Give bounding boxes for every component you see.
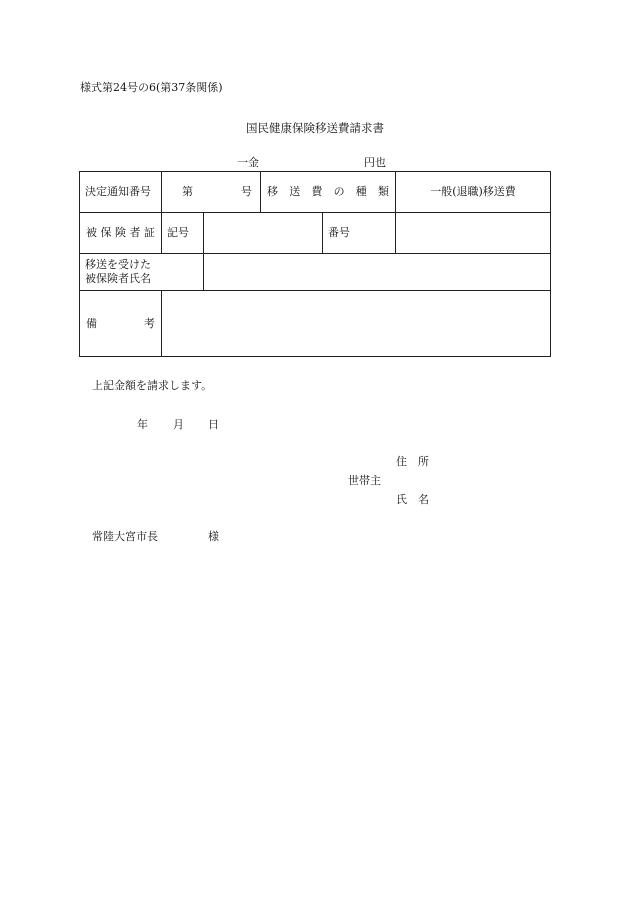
insured-name-label-line2: 被保険者氏名 xyxy=(85,272,151,285)
symbol-field[interactable] xyxy=(204,213,323,254)
decision-number-label: 決定通知番号 xyxy=(80,172,162,213)
type-label-char: 種 xyxy=(355,185,367,198)
card-number-label: 番号 xyxy=(323,213,396,254)
name-label: 氏 名 xyxy=(396,493,429,506)
type-label-char: 送 xyxy=(289,185,301,198)
table-row-insurance-card xyxy=(80,213,551,254)
number-suffix: 号 xyxy=(241,185,252,198)
amount-suffix: 円也 xyxy=(364,156,386,169)
symbol-label: 記号 xyxy=(162,213,204,254)
request-statement: 上記金額を請求します。 xyxy=(92,379,213,392)
remarks-field[interactable] xyxy=(162,291,551,357)
householder-label: 世帯主 xyxy=(348,474,381,487)
card-number-field[interactable] xyxy=(396,213,551,254)
date-day-label: 日 xyxy=(208,418,219,431)
remarks-label-char: 考 xyxy=(144,316,155,330)
addressee-honorific: 様 xyxy=(208,530,219,543)
decision-number-field[interactable] xyxy=(162,172,261,213)
table-row-insured-name xyxy=(80,254,551,291)
address-label: 住 所 xyxy=(396,455,429,468)
card-label-char: 者 xyxy=(129,226,141,239)
card-label-char: 保 xyxy=(100,226,112,239)
card-label-char: 被 xyxy=(86,226,97,239)
transport-type-value: 一般(退職)移送費 xyxy=(396,172,551,213)
form-title: 国民健康保険移送費請求書 xyxy=(246,121,384,135)
type-label-char: 移 xyxy=(267,185,278,198)
type-label-char: 費 xyxy=(311,185,323,198)
remarks-label xyxy=(80,291,162,357)
card-label-char: 険 xyxy=(115,226,126,239)
card-label-char: 証 xyxy=(144,226,155,239)
insurance-card-label xyxy=(80,213,162,254)
claim-form-table xyxy=(79,171,551,357)
transport-type-label xyxy=(261,172,396,213)
insured-name-label-line1: 移送を受けた xyxy=(85,258,151,271)
insured-name-field[interactable] xyxy=(204,254,551,291)
table-row-remarks xyxy=(80,291,551,357)
type-label-char: 類 xyxy=(377,185,389,198)
number-prefix: 第 xyxy=(182,185,193,198)
date-month-label: 月 xyxy=(173,418,184,431)
date-year-label: 年 xyxy=(137,418,148,431)
remarks-label-char: 備 xyxy=(86,316,97,330)
insured-name-label xyxy=(80,254,204,291)
addressee-title: 常陸大宮市長 xyxy=(92,530,158,543)
type-label-char: の xyxy=(333,185,345,198)
form-number: 様式第24号の6(第37条関係) xyxy=(80,81,223,94)
amount-prefix: 一金 xyxy=(237,156,259,169)
table-row-decision xyxy=(80,172,551,213)
